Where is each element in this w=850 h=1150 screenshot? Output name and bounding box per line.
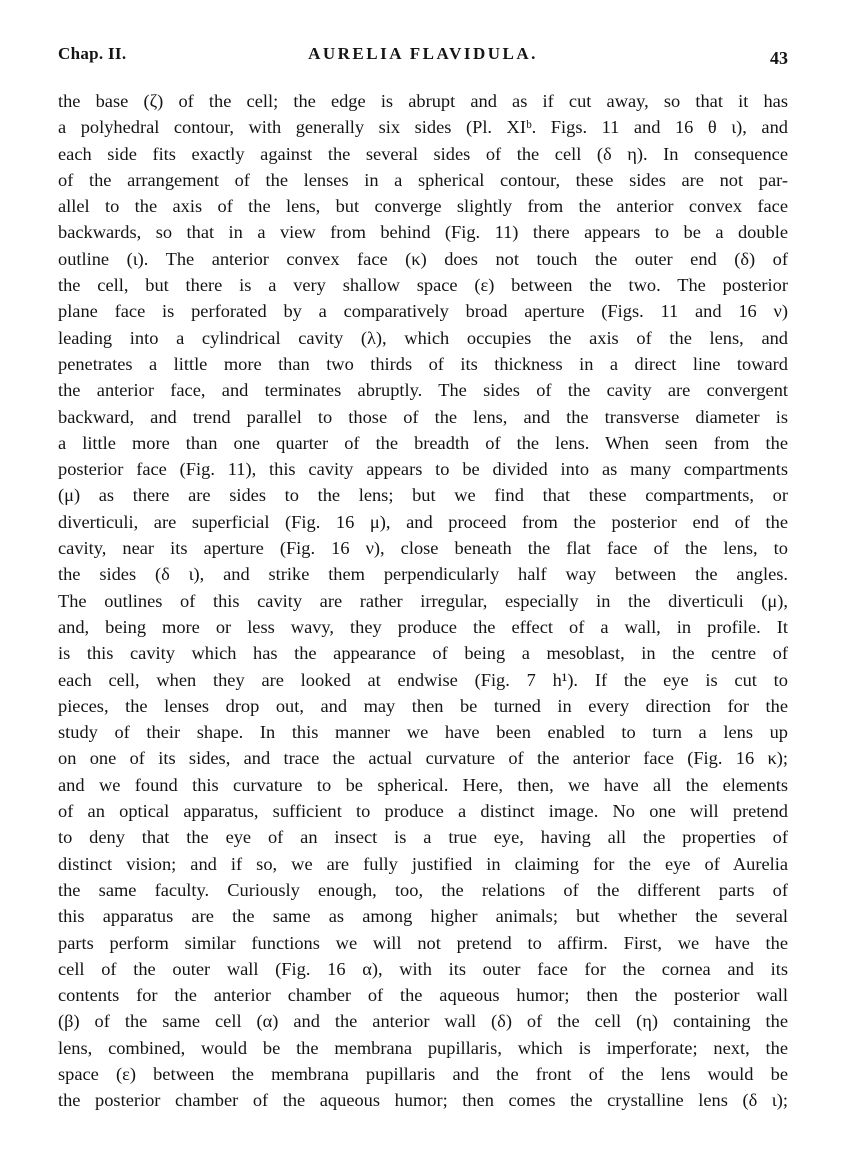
text-line: study of their shape. In this manner we have been enabled to turn a lens up <box>58 722 788 743</box>
text-line: allel to the axis of the lens, but converge slightly from the anterior convex face <box>58 196 788 217</box>
text-line: cell of the outer wall (Fig. 16 α), with its outer face for the cornea and its <box>58 958 788 979</box>
text-line: posterior face (Fig. 11), this cavity appears to be divided into as many compartments <box>58 459 788 480</box>
running-header <box>58 38 788 78</box>
text-line: is this cavity which has the appearance of being a mesoblast, in the centre of <box>58 643 788 664</box>
text-line: a little more than one quarter of the breadth of the lens. When seen from the <box>58 432 788 453</box>
text-line: space (ε) between the membrana pupillaris and the front of the lens would be <box>58 1063 788 1084</box>
text-line: of an optical apparatus, sufficient to produce a distinct image. No one will pretend <box>58 801 788 822</box>
text-line: this apparatus are the same as among higher animals; but whether the several <box>58 906 788 927</box>
text-line: outline (ι). The anterior convex face (κ) does not touch the outer end (δ) of <box>58 248 788 269</box>
text-line: parts perform similar functions we will not pretend to affirm. First, we have the <box>58 932 788 953</box>
text-line: lens, combined, would be the membrana pupillaris, which is imperforate; next, the <box>58 1037 788 1058</box>
text-line: the base (ζ) of the cell; the edge is abrupt and as if cut away, so that it has <box>58 91 788 111</box>
text-line: backwards, so that in a view from behind (Fig. 11) there appears to be a double <box>58 222 788 243</box>
text-line: (β) of the same cell (α) and the anterior wall (δ) of the cell (η) containing the <box>58 1011 788 1032</box>
running-title: AURELIA FLAVIDULA. <box>308 44 538 63</box>
text-line: diverticuli, are superficial (Fig. 16 μ), and proceed from the posterior end of the <box>58 511 788 532</box>
text-line: to deny that the eye of an insect is a true eye, having all the properties of <box>58 827 788 848</box>
text-line: each side fits exactly against the several sides of the cell (δ η). In consequence <box>58 143 788 164</box>
text-line: the sides (δ ι), and strike them perpendicularly half way between the angles. <box>58 564 788 585</box>
chapter-label: Chap. II. <box>58 44 127 63</box>
text-line: on one of its sides, and trace the actual curvature of the anterior face (Fig. 16 κ); <box>58 748 788 769</box>
text-line: plane face is perforated by a comparatively broad aperture (Figs. 11 and 16 ν) <box>58 301 788 322</box>
text-line: cavity, near its aperture (Fig. 16 ν), close beneath the flat face of the lens, to <box>58 538 788 559</box>
text-line: of the arrangement of the lenses in a spherical contour, these sides are not par- <box>58 169 788 190</box>
text-line: The outlines of this cavity are rather irregular, especially in the diverticuli (μ), <box>58 590 788 611</box>
text-line: a polyhedral contour, with generally six sides (Pl. XIᵇ. Figs. 11 and 16 θ ι), and <box>58 117 788 138</box>
text-line: distinct vision; and if so, we are fully justified in claiming for the eye of Aurelia <box>58 853 788 874</box>
text-line: backward, and trend parallel to those of the lens, and the transverse diameter is <box>58 406 788 427</box>
text-line: pieces, the lenses drop out, and may then be turned in every direction for the <box>58 695 788 716</box>
body-paragraph <box>58 88 788 1114</box>
text-line: penetrates a little more than two thirds of its thickness in a direct line toward <box>58 353 788 374</box>
page <box>58 38 788 1114</box>
text-line: the posterior chamber of the aqueous humor; then comes the crystalline lens (δ ι); <box>58 1090 788 1111</box>
text-line: (μ) as there are sides to the lens; but we find that these compartments, or <box>58 485 788 506</box>
text-line: and, being more or less wavy, they produce the effect of a wall, in profile. It <box>58 616 788 637</box>
text-line: and we found this curvature to be spherical. Here, then, we have all the elements <box>58 774 788 795</box>
text-line: the cell, but there is a very shallow space (ε) between the two. The posterior <box>58 275 788 296</box>
page-number: 43 <box>770 48 788 68</box>
text-line: contents for the anterior chamber of the aqueous humor; then the posterior wall <box>58 985 788 1006</box>
text-line: the anterior face, and terminates abruptly. The sides of the cavity are convergent <box>58 380 788 401</box>
text-line: the same faculty. Curiously enough, too, the relations of the different parts of <box>58 879 788 900</box>
text-line: leading into a cylindrical cavity (λ), which occupies the axis of the lens, and <box>58 327 788 348</box>
text-line: each cell, when they are looked at endwise (Fig. 7 h¹). If the eye is cut to <box>58 669 788 690</box>
